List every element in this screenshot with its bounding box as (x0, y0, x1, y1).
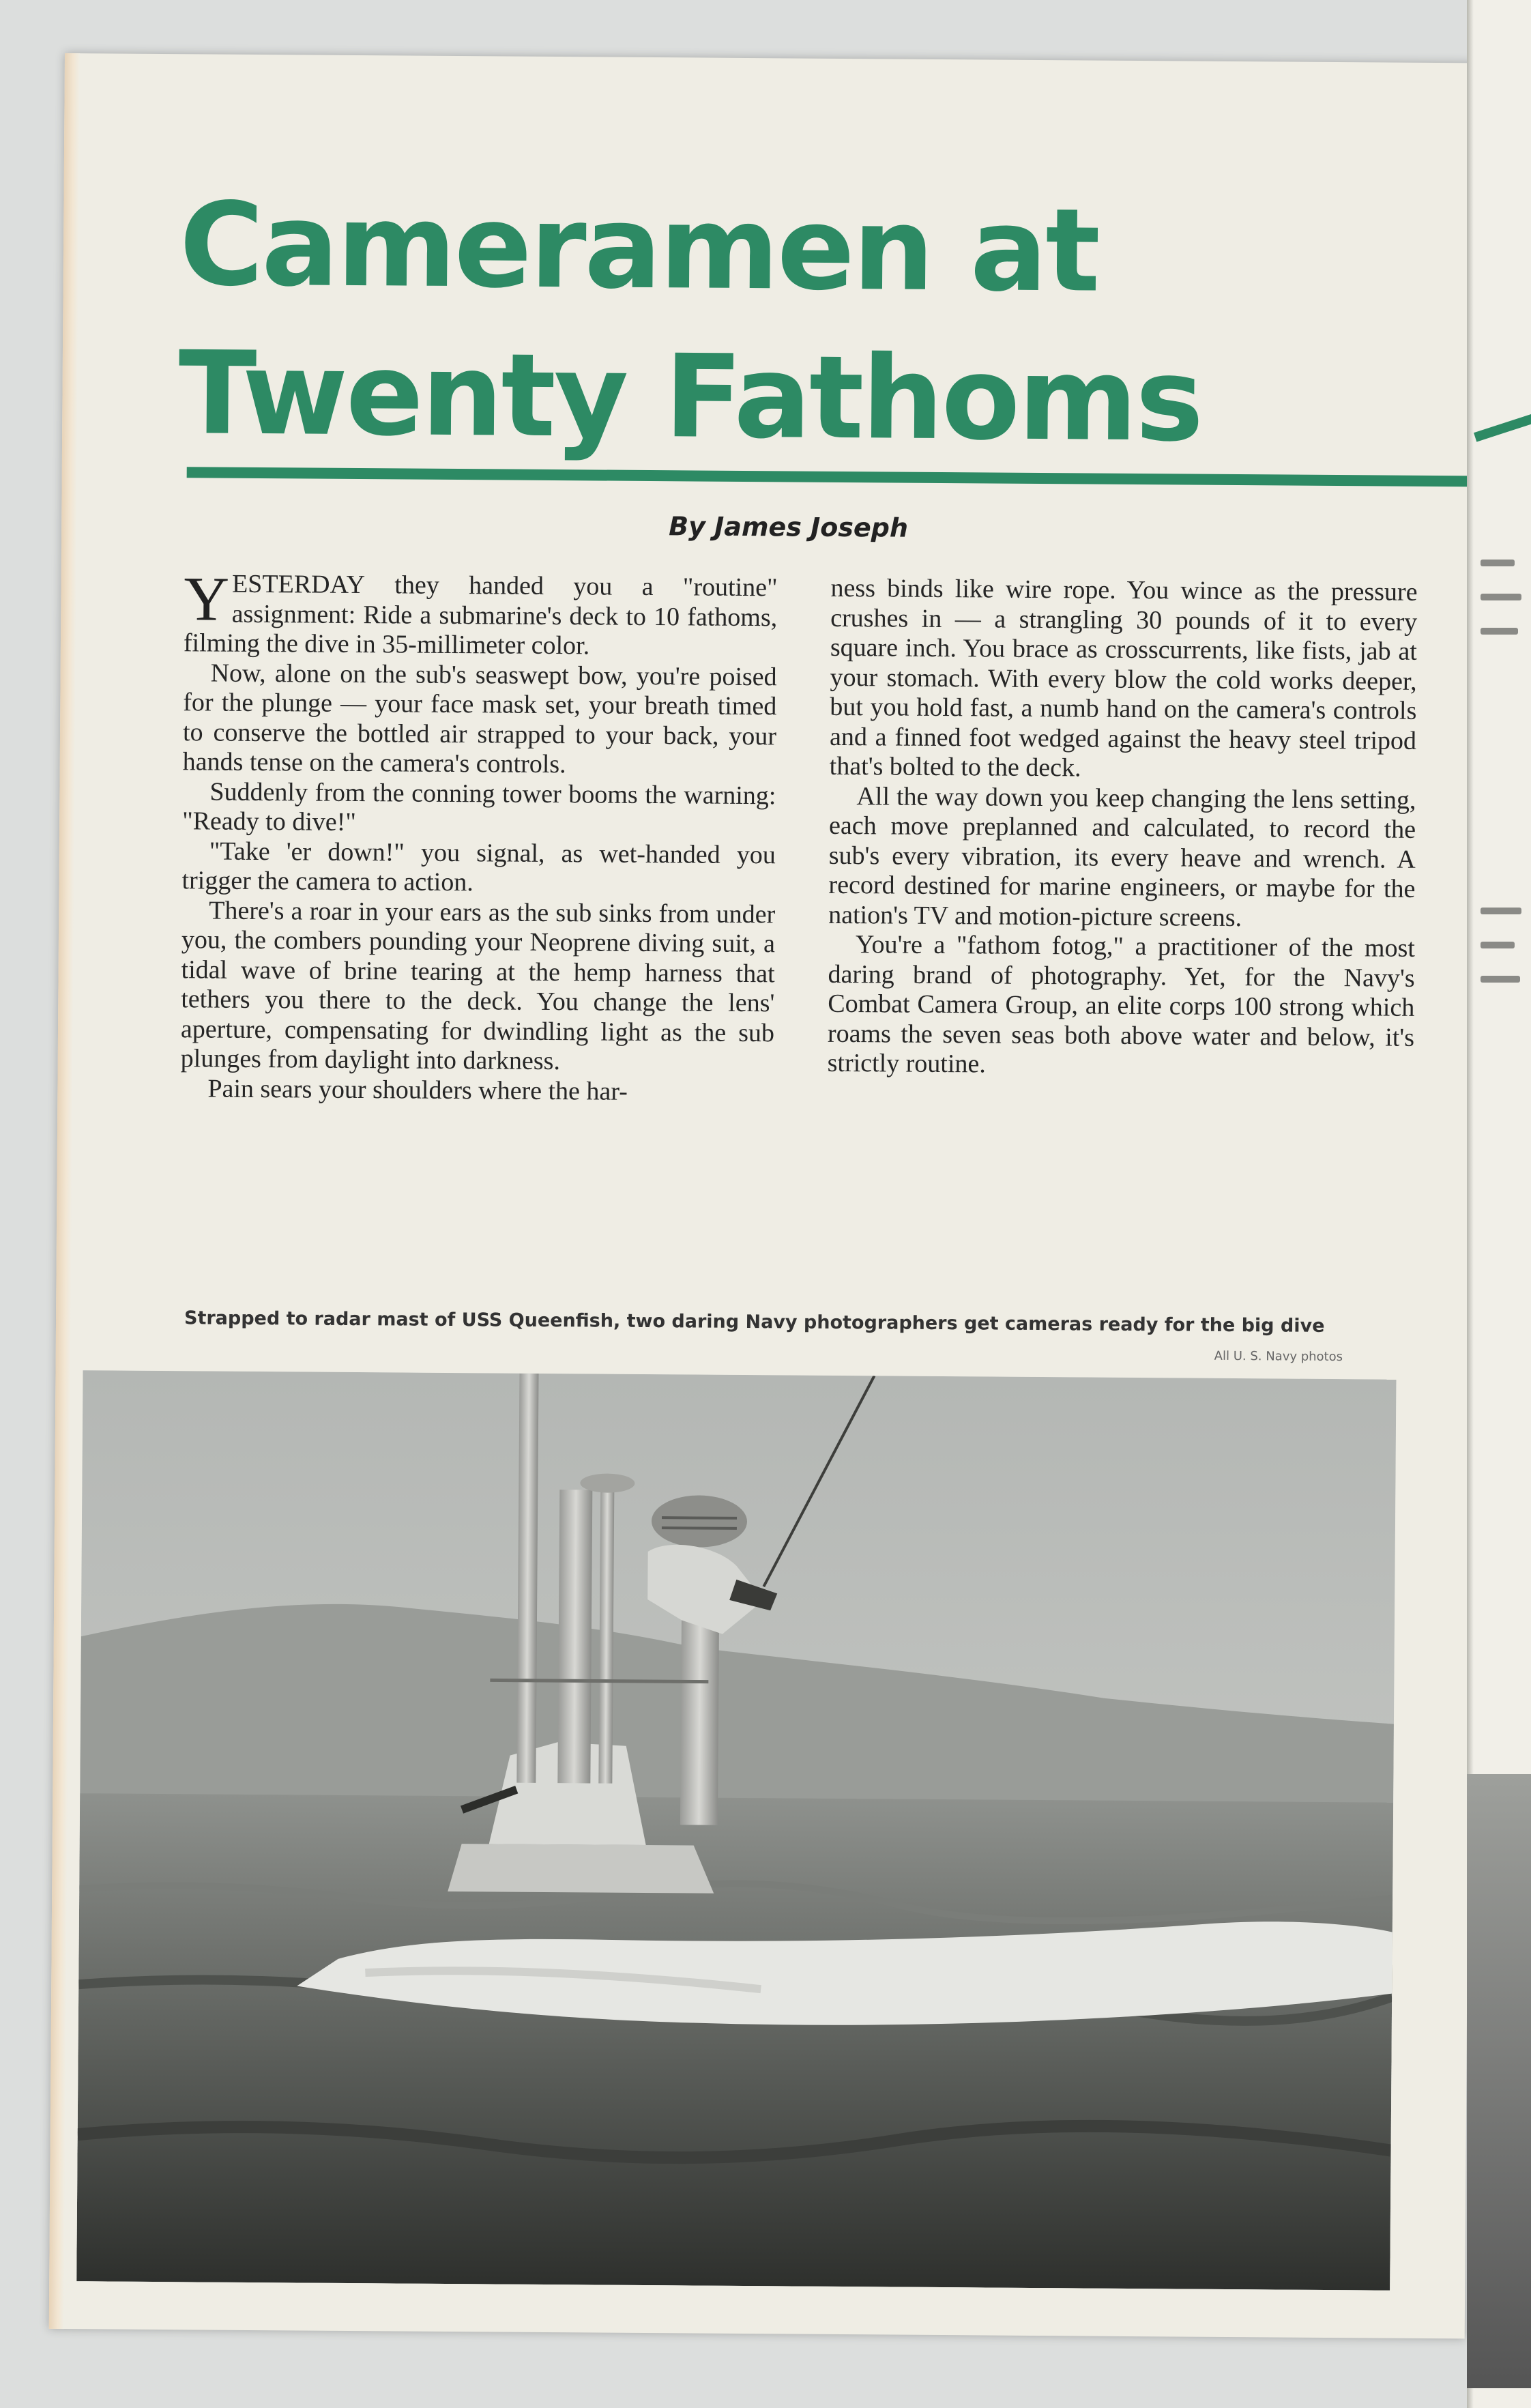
adjacent-page-edge (1467, 0, 1531, 2408)
paragraph: ness binds like wire rope. You wince as the pressure crushes in — a strangling 30 pounds of it to every square inch. You brace as crosscurrents, like fists, jab at your stomach. With every blow the cold works deeper, but you hold fast, a numb hand on the camera's controls and a finned foot wedged against the heavy steel tripod that's bolted to the deck. (829, 573, 1418, 783)
adjacent-text-fragment (1481, 628, 1518, 635)
article-title (178, 170, 1340, 476)
adjacent-page-rule (1474, 414, 1531, 441)
paragraph: There's a roar in your ears as the sub sinks from under you, the combers pounding your Neoprene diving suit, a tidal wave of brine tearing at the hemp harness that tethers you there to the deck. You change the lens' aperture, compensating for dwindling light as the sub plunges from daylight into darkness. (180, 896, 776, 1076)
adjacent-text-fragment (1481, 594, 1521, 600)
page-edge (49, 53, 80, 2329)
title-line-2: Twenty Fathoms (177, 326, 1203, 467)
magazine-page (49, 53, 1481, 2338)
paragraph: "Take 'er down!" you signal, as wet-handed you trigger the camera to action. (181, 837, 776, 897)
adjacent-text-fragment (1481, 908, 1521, 914)
paragraph: Pain sears your shoulders where the har- (207, 1073, 628, 1106)
title-line-1: Cameramen at (179, 177, 1099, 318)
article-column-left (180, 564, 778, 1107)
paragraph: All the way down you keep changing the lens setting, each move preplanned and calculated, to record the sub's every vibration, its every heave and wrench. A record destined for marine engineers, or maybe for the nation's TV and motion-picture screens. (828, 781, 1416, 932)
submarine-photo (76, 1370, 1396, 2290)
drop-cap: Y (184, 564, 230, 634)
paragraph (183, 564, 778, 663)
photo-caption: Strapped to radar mast of USS Queenfish, two daring Navy photographers get cameras ready for the big dive (184, 1307, 1325, 1337)
paragraph-text: they handed you a "routine" assignment: Ride a submarine's deck to 10 fathoms, filming the dive in 35-millimeter color. (183, 570, 778, 661)
paragraph: Suddenly from the conning tower booms the warning: "Ready to dive!" (182, 777, 776, 837)
adjacent-text-fragment (1481, 942, 1515, 948)
submarine-photo-art (76, 1370, 1396, 2290)
lead-word: ESTERDAY (231, 569, 366, 600)
article-column-right (828, 574, 1418, 1082)
adjacent-text-fragment (1481, 560, 1515, 566)
paragraph: Now, alone on the sub's seaswept bow, you're poised for the plunge — your face mask set, your breath timed to conserve the bottled air strapped to your back, your hands tense on the camera's controls. (182, 658, 777, 779)
adjacent-page-photo (1467, 1774, 1531, 2388)
paragraph: You're a "fathom fotog," a practitioner of the most daring brand of photography. Yet, for the Navy's Combat Camera Group, an elite corps 100 strong which roams the seven seas both above water and below, it's strictly routine. (827, 930, 1416, 1079)
adjacent-text-fragment (1481, 976, 1520, 983)
byline: By James Joseph (669, 511, 909, 543)
photo-credit: All U. S. Navy photos (1214, 1348, 1343, 1365)
